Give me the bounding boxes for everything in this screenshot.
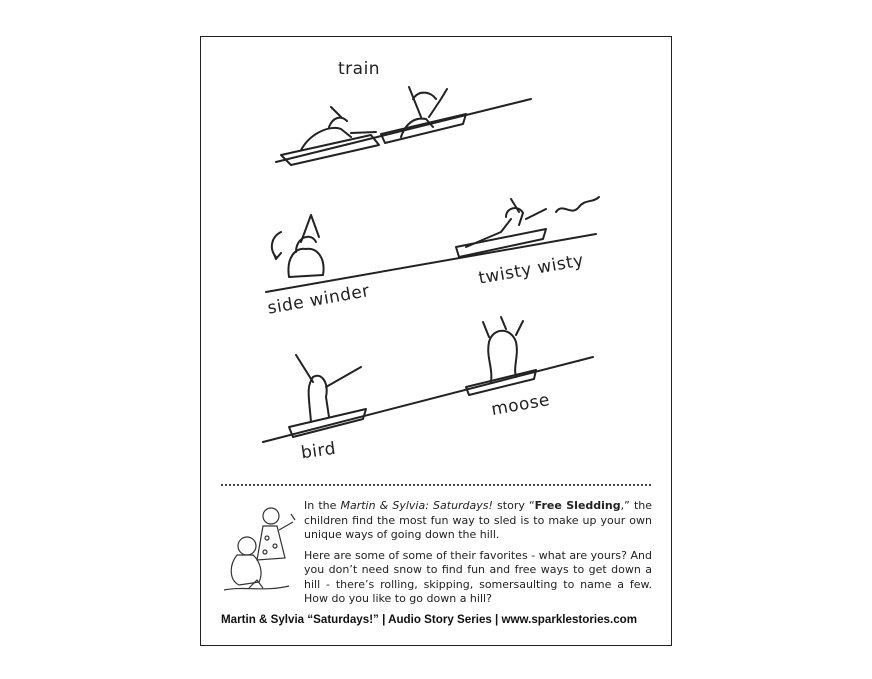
story-title: Free Sledding	[534, 499, 621, 512]
activity-page	[200, 36, 672, 646]
side-winder-twisty-wisty-drawing	[266, 197, 599, 292]
label-moose: moose	[489, 390, 552, 420]
train-drawing	[276, 87, 531, 165]
intro-text-2: story “	[492, 499, 535, 512]
label-twisty-wisty: twisty wisty	[477, 250, 586, 289]
paragraph-question: Here are some of some of their favorites - what are yours? And you don’t need snow to find fun and free ways to get down a hill - there’s rolling, skipping, somersaulting to name a few. How do you like to go down a hill?	[304, 548, 652, 605]
intro-text: In the	[304, 499, 341, 512]
dotted-divider	[221, 484, 651, 486]
sledding-illustrations	[201, 37, 671, 477]
martin-sylvia-illustration	[219, 500, 301, 600]
label-bird: bird	[299, 438, 338, 464]
label-train: train	[338, 59, 381, 79]
label-side-winder: side winder	[266, 281, 372, 319]
description-text	[304, 499, 652, 613]
intro-text-3: ,” the children find the most fun way to sled is to make up your own unique ways of going down the hill.	[304, 499, 652, 541]
bird-moose-drawing	[263, 317, 593, 442]
paragraph-intro	[304, 499, 652, 543]
series-title: Martin & Sylvia: Saturdays!	[340, 499, 493, 512]
footer-credit: Martin & Sylvia “Saturdays!” | Audio Story Series | www.sparklestories.com	[221, 613, 638, 626]
